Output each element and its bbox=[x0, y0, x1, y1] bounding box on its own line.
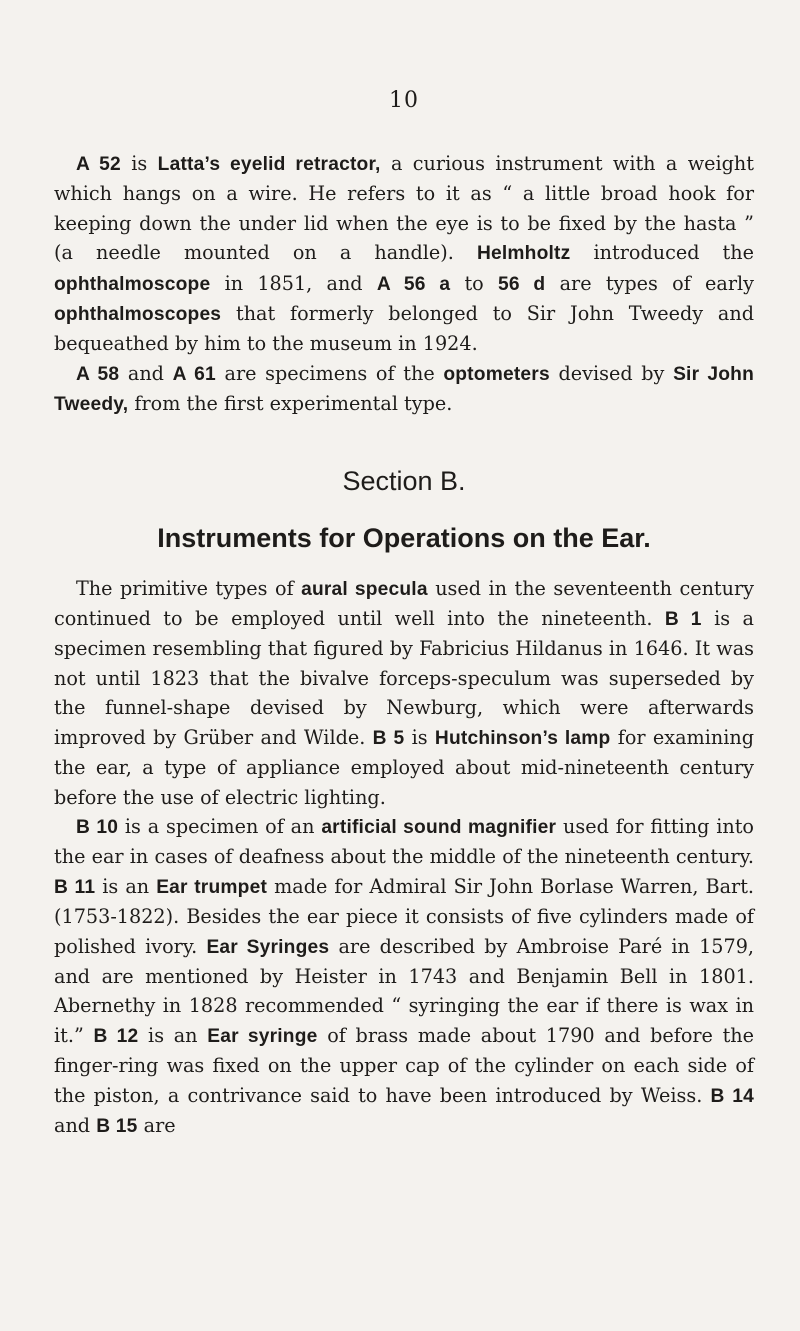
paragraph bbox=[54, 812, 754, 1141]
text-run: used in the seventeenth century continued to be employed until well into the nineteenth. bbox=[54, 576, 755, 631]
bold-term: A 58 bbox=[76, 363, 120, 385]
text-run: are specimens of the bbox=[215, 361, 444, 385]
text-run: The primitive types of bbox=[76, 576, 302, 600]
bold-term: B 12 bbox=[93, 1025, 139, 1047]
bold-term: B 14 bbox=[710, 1085, 754, 1107]
text-run: is bbox=[120, 152, 158, 175]
text-run: is an bbox=[138, 1023, 208, 1047]
text-run: is bbox=[404, 725, 435, 749]
section-heading: Section B. bbox=[342, 465, 466, 496]
body-text-bottom bbox=[54, 574, 754, 1142]
bold-term: aural specula bbox=[301, 578, 428, 600]
text-run: used for fitting into the ear in cases of deafness about the middle of the nineteenth century. bbox=[54, 814, 754, 869]
body-text-top bbox=[54, 149, 754, 420]
text-run: is a specimen resembling that figured by Fabricius Hildanus in 1646. It was not until 1823 that the bivalve forceps-speculum was superseded by the funnel-shape devised by Newburg, which were afterwards improved by Grüber and Wilde. bbox=[54, 607, 754, 749]
bold-term: ophthalmoscope bbox=[54, 273, 211, 295]
text-run: of brass made about 1790 and before the finger-ring was fixed on the upper cap of the cylinder on each side of the piston, a contrivance said to have been introduced by Weiss. bbox=[54, 1023, 755, 1107]
text-run: to bbox=[450, 271, 498, 295]
paragraph bbox=[54, 574, 754, 812]
text-run: that formerly belonged to Sir John Tweedy and bequeathed by him to the museum in 1924. bbox=[54, 302, 754, 356]
bold-term: B 10 bbox=[76, 816, 119, 838]
bold-term: Latta’s eyelid retractor, bbox=[157, 154, 381, 175]
bold-term: Ear syringe bbox=[207, 1025, 318, 1047]
bold-term: A 61 bbox=[172, 363, 216, 385]
text-run: for examining the ear, a type of appliance employed about mid-nineteenth century before the use of electric lighting. bbox=[54, 725, 754, 809]
bold-term: B 1 bbox=[664, 609, 702, 631]
bold-term: B 11 bbox=[54, 876, 96, 898]
bold-term: 56 d bbox=[497, 273, 546, 295]
bold-term: ophthalmoscopes bbox=[54, 304, 222, 326]
text-run: and bbox=[119, 361, 173, 385]
bold-term: Sir John Tweedy, bbox=[54, 363, 754, 416]
bold-term: B 15 bbox=[96, 1115, 138, 1137]
text-run: are described by Ambroise Paré in 1579, and are mentioned by Heister in 1743 and Benjamin Bell in 1801. Abernethy in 1828 recommended “ syringing the ear if there is wax in it.” bbox=[54, 934, 755, 1047]
text-run: from the first experimental type. bbox=[128, 392, 453, 416]
bold-term: B 5 bbox=[372, 727, 405, 749]
text-run: made for Admiral Sir John Borlase Warren, Bart. (1753-1822). Besides the ear piece it consists of five cylinders made of polished ivory. bbox=[54, 874, 755, 958]
text-run: devised by bbox=[549, 361, 674, 385]
paragraph bbox=[54, 359, 754, 420]
bold-term: optometers bbox=[443, 363, 550, 385]
bold-term: Ear Syringes bbox=[206, 936, 330, 958]
bold-term: Hutchinson’s lamp bbox=[434, 727, 611, 749]
text-run: is an bbox=[95, 874, 157, 898]
document-page bbox=[54, 88, 754, 1141]
bold-term: Helmholtz bbox=[476, 243, 571, 265]
paragraph bbox=[54, 149, 754, 359]
text-run: and bbox=[54, 1113, 97, 1137]
section-subheading: Instruments for Operations on the Ear. bbox=[157, 522, 651, 553]
page-number: 10 bbox=[389, 88, 419, 113]
text-run: is a specimen of an bbox=[118, 814, 322, 838]
text-run: in 1851, and bbox=[210, 271, 377, 295]
text-run: introduced the bbox=[570, 241, 754, 265]
text-run: a curious instrument with a weight which hangs on a wire. He refers to it as “ a little broad hook for keeping down the under lid when the eye is to be fixed by the hasta ” (a needle mounted on a handle). bbox=[54, 152, 755, 265]
text-run: are bbox=[137, 1113, 176, 1137]
text-run: are types of early bbox=[545, 271, 754, 295]
bold-term: A 56 a bbox=[376, 273, 451, 295]
bold-term: artificial sound magnifier bbox=[321, 816, 557, 838]
bold-term: Ear trumpet bbox=[156, 876, 268, 898]
bold-term: A 52 bbox=[76, 154, 121, 175]
